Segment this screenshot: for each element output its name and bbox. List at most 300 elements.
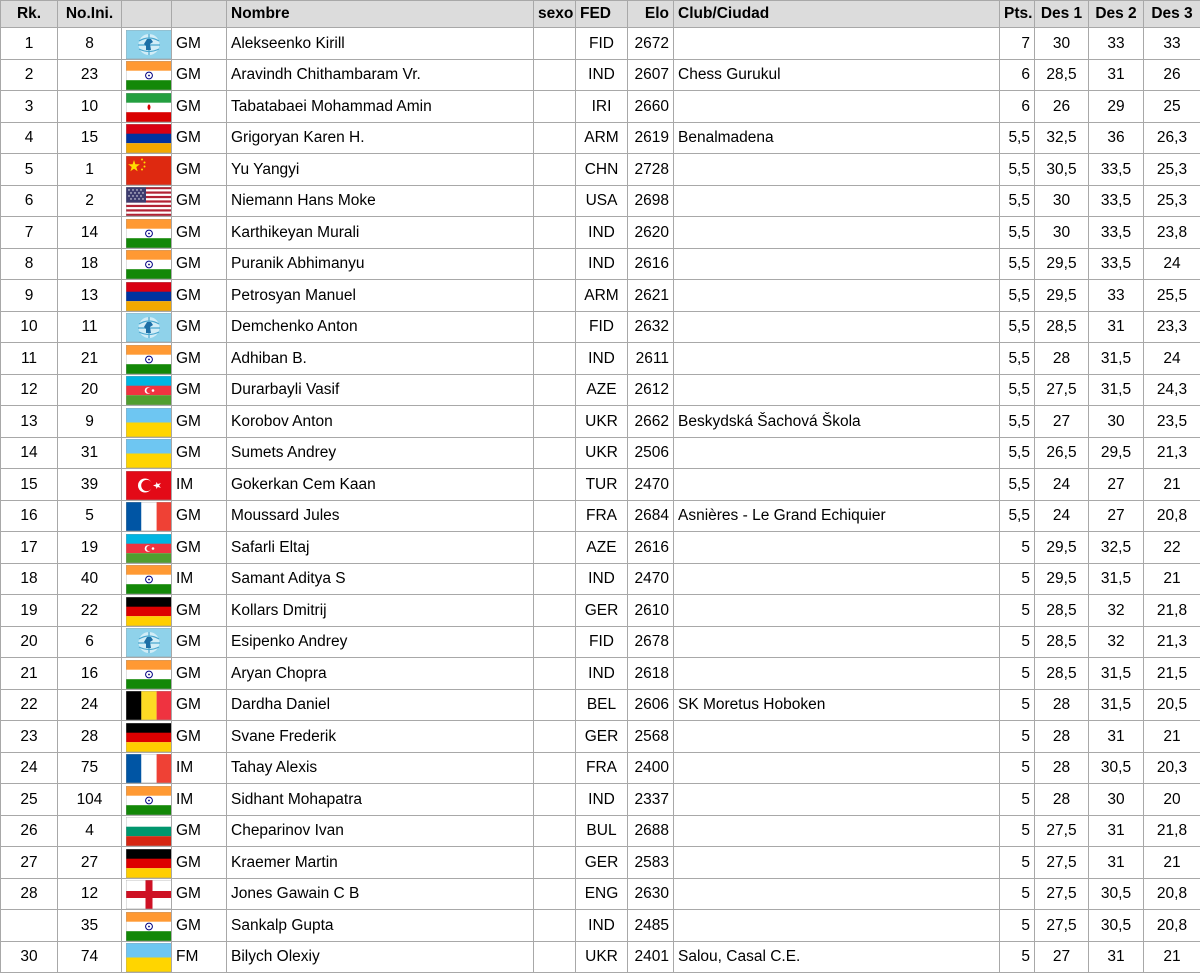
- club-cell: [674, 563, 1000, 595]
- iran-flag-icon: [126, 93, 172, 122]
- tiebreak-2-cell: 33,5: [1089, 217, 1144, 249]
- tiebreak-1-cell: 30: [1035, 28, 1089, 60]
- flag-cell: [122, 563, 172, 595]
- standings-body: [1, 28, 1200, 973]
- points-cell: 5: [1000, 658, 1035, 690]
- elo-cell: 2506: [628, 437, 674, 469]
- title-cell: GM: [172, 374, 227, 406]
- tiebreak-2-cell: 36: [1089, 122, 1144, 154]
- player-name-cell[interactable]: Svane Frederik: [227, 721, 534, 753]
- flag-cell: [122, 406, 172, 438]
- fide-flag-icon: [126, 313, 172, 342]
- federation-cell: IND: [576, 563, 628, 595]
- tiebreak-1-cell: 26: [1035, 91, 1089, 123]
- club-cell: [674, 280, 1000, 312]
- tiebreak-3-cell: 21,3: [1144, 626, 1200, 658]
- table-row[interactable]: [1, 91, 1200, 123]
- title-cell: GM: [172, 721, 227, 753]
- col-header-sex[interactable]: sexo: [534, 1, 576, 28]
- tiebreak-2-cell: 30,5: [1089, 752, 1144, 784]
- federation-cell: UKR: [576, 406, 628, 438]
- player-name-cell[interactable]: Petrosyan Manuel: [227, 280, 534, 312]
- sex-cell: [534, 406, 576, 438]
- col-header-name[interactable]: Nombre: [227, 1, 534, 28]
- india-flag-icon: [126, 565, 172, 594]
- player-name-cell[interactable]: Niemann Hans Moke: [227, 185, 534, 217]
- header-row: [1, 1, 1200, 28]
- table-row[interactable]: [1, 154, 1200, 186]
- elo-cell: 2400: [628, 752, 674, 784]
- tiebreak-1-cell: 27,5: [1035, 815, 1089, 847]
- rank-cell: 16: [1, 500, 58, 532]
- player-name-cell[interactable]: Puranik Abhimanyu: [227, 248, 534, 280]
- starting-number-cell: 8: [58, 28, 122, 60]
- flag-cell: [122, 815, 172, 847]
- federation-cell: BEL: [576, 689, 628, 721]
- sex-cell: [534, 437, 576, 469]
- tiebreak-2-cell: 31: [1089, 721, 1144, 753]
- tiebreak-3-cell: 21: [1144, 469, 1200, 501]
- starting-number-cell: 40: [58, 563, 122, 595]
- sex-cell: [534, 217, 576, 249]
- tiebreak-2-cell: 27: [1089, 469, 1144, 501]
- points-cell: 5,5: [1000, 437, 1035, 469]
- starting-number-cell: 35: [58, 910, 122, 942]
- tiebreak-3-cell: 25,3: [1144, 154, 1200, 186]
- india-flag-icon: [126, 250, 172, 279]
- table-row[interactable]: [1, 878, 1200, 910]
- club-cell: [674, 185, 1000, 217]
- player-name-cell[interactable]: Moussard Jules: [227, 500, 534, 532]
- elo-cell: 2612: [628, 374, 674, 406]
- rank-cell: 30: [1, 941, 58, 973]
- title-cell: GM: [172, 59, 227, 91]
- title-cell: GM: [172, 28, 227, 60]
- title-cell: GM: [172, 311, 227, 343]
- table-row[interactable]: [1, 469, 1200, 501]
- player-name-cell[interactable]: Aravindh Chithambaram Vr.: [227, 59, 534, 91]
- table-row[interactable]: [1, 752, 1200, 784]
- points-cell: 5: [1000, 626, 1035, 658]
- elo-cell: 2684: [628, 500, 674, 532]
- federation-cell: IND: [576, 343, 628, 375]
- player-name-cell[interactable]: Sidhant Mohapatra: [227, 784, 534, 816]
- tiebreak-3-cell: 20,3: [1144, 752, 1200, 784]
- points-cell: 5: [1000, 784, 1035, 816]
- tiebreak-1-cell: 24: [1035, 469, 1089, 501]
- sex-cell: [534, 311, 576, 343]
- tiebreak-3-cell: 21,3: [1144, 437, 1200, 469]
- sex-cell: [534, 941, 576, 973]
- table-row[interactable]: [1, 248, 1200, 280]
- armenia-flag-icon: [126, 282, 172, 311]
- table-row[interactable]: [1, 59, 1200, 91]
- table-row[interactable]: [1, 847, 1200, 879]
- flag-cell: [122, 311, 172, 343]
- rank-cell: 23: [1, 721, 58, 753]
- player-name-cell[interactable]: Jones Gawain C B: [227, 878, 534, 910]
- title-cell: FM: [172, 941, 227, 973]
- tiebreak-3-cell: 25,5: [1144, 280, 1200, 312]
- points-cell: 5: [1000, 752, 1035, 784]
- table-row[interactable]: [1, 217, 1200, 249]
- table-row[interactable]: [1, 815, 1200, 847]
- points-cell: 6: [1000, 59, 1035, 91]
- rank-cell: 6: [1, 185, 58, 217]
- federation-cell: UKR: [576, 437, 628, 469]
- tiebreak-3-cell: 21,5: [1144, 658, 1200, 690]
- player-name-cell[interactable]: Alekseenko Kirill: [227, 28, 534, 60]
- elo-cell: 2660: [628, 91, 674, 123]
- rank-cell: 28: [1, 878, 58, 910]
- federation-cell: GER: [576, 721, 628, 753]
- tiebreak-3-cell: 24: [1144, 343, 1200, 375]
- germany-flag-icon: [126, 597, 172, 626]
- elo-cell: 2728: [628, 154, 674, 186]
- india-flag-icon: [126, 345, 172, 374]
- federation-cell: FID: [576, 28, 628, 60]
- club-cell: [674, 847, 1000, 879]
- tiebreak-2-cell: 31: [1089, 59, 1144, 91]
- player-name-cell[interactable]: Bilych Olexiy: [227, 941, 534, 973]
- federation-cell: FID: [576, 626, 628, 658]
- sex-cell: [534, 185, 576, 217]
- starting-number-cell: 21: [58, 343, 122, 375]
- elo-cell: 2470: [628, 469, 674, 501]
- points-cell: 5,5: [1000, 374, 1035, 406]
- elo-cell: 2698: [628, 185, 674, 217]
- flag-cell: [122, 374, 172, 406]
- rank-cell: 24: [1, 752, 58, 784]
- sex-cell: [534, 59, 576, 91]
- club-cell: [674, 91, 1000, 123]
- club-cell: [674, 28, 1000, 60]
- china-flag-icon: [126, 156, 172, 185]
- table-row[interactable]: [1, 437, 1200, 469]
- india-flag-icon: [126, 786, 172, 815]
- club-cell: [674, 217, 1000, 249]
- tiebreak-1-cell: 29,5: [1035, 532, 1089, 564]
- player-name-cell[interactable]: Durarbayli Vasif: [227, 374, 534, 406]
- elo-cell: 2621: [628, 280, 674, 312]
- elo-cell: 2568: [628, 721, 674, 753]
- flag-cell: [122, 500, 172, 532]
- tiebreak-3-cell: 21,8: [1144, 595, 1200, 627]
- points-cell: 5: [1000, 595, 1035, 627]
- points-cell: 5: [1000, 721, 1035, 753]
- federation-cell: USA: [576, 185, 628, 217]
- tiebreak-2-cell: 33,5: [1089, 154, 1144, 186]
- title-cell: GM: [172, 815, 227, 847]
- federation-cell: ARM: [576, 122, 628, 154]
- table-row[interactable]: [1, 910, 1200, 942]
- elo-cell: 2688: [628, 815, 674, 847]
- tiebreak-1-cell: 27,5: [1035, 910, 1089, 942]
- sex-cell: [534, 847, 576, 879]
- sex-cell: [534, 500, 576, 532]
- club-cell: SK Moretus Hoboken: [674, 689, 1000, 721]
- rank-cell: 26: [1, 815, 58, 847]
- rank-cell: 4: [1, 122, 58, 154]
- club-cell: Salou, Casal C.E.: [674, 941, 1000, 973]
- club-cell: [674, 595, 1000, 627]
- tiebreak-3-cell: 21,8: [1144, 815, 1200, 847]
- points-cell: 5,5: [1000, 406, 1035, 438]
- elo-cell: 2618: [628, 658, 674, 690]
- starting-number-cell: 22: [58, 595, 122, 627]
- flag-cell: [122, 217, 172, 249]
- tiebreak-3-cell: 23,8: [1144, 217, 1200, 249]
- sex-cell: [534, 28, 576, 60]
- table-row[interactable]: [1, 406, 1200, 438]
- tiebreak-2-cell: 31,5: [1089, 343, 1144, 375]
- col-header-tiebreak-3[interactable]: Des 3: [1144, 1, 1200, 28]
- starting-number-cell: 39: [58, 469, 122, 501]
- flag-cell: [122, 28, 172, 60]
- points-cell: 5: [1000, 910, 1035, 942]
- tiebreak-2-cell: 31,5: [1089, 689, 1144, 721]
- tiebreak-2-cell: 31: [1089, 847, 1144, 879]
- title-cell: GM: [172, 122, 227, 154]
- tiebreak-1-cell: 28: [1035, 784, 1089, 816]
- flag-cell: [122, 784, 172, 816]
- table-row[interactable]: [1, 311, 1200, 343]
- table-row[interactable]: [1, 374, 1200, 406]
- tiebreak-3-cell: 22: [1144, 532, 1200, 564]
- starting-number-cell: 9: [58, 406, 122, 438]
- tiebreak-1-cell: 26,5: [1035, 437, 1089, 469]
- starting-number-cell: 13: [58, 280, 122, 312]
- table-row[interactable]: [1, 343, 1200, 375]
- player-name-cell[interactable]: Cheparinov Ivan: [227, 815, 534, 847]
- rank-cell: 12: [1, 374, 58, 406]
- table-row[interactable]: [1, 658, 1200, 690]
- table-row[interactable]: [1, 122, 1200, 154]
- player-name-cell[interactable]: Samant Aditya S: [227, 563, 534, 595]
- tiebreak-2-cell: 33: [1089, 280, 1144, 312]
- tiebreak-1-cell: 30: [1035, 185, 1089, 217]
- tiebreak-3-cell: 21: [1144, 563, 1200, 595]
- tiebreak-3-cell: 24: [1144, 248, 1200, 280]
- player-name-cell[interactable]: Demchenko Anton: [227, 311, 534, 343]
- rank-cell: 7: [1, 217, 58, 249]
- player-name-cell[interactable]: Adhiban B.: [227, 343, 534, 375]
- federation-cell: FRA: [576, 752, 628, 784]
- club-cell: Benalmadena: [674, 122, 1000, 154]
- india-flag-icon: [126, 61, 172, 90]
- federation-cell: BUL: [576, 815, 628, 847]
- club-cell: [674, 532, 1000, 564]
- sex-cell: [534, 248, 576, 280]
- points-cell: 5,5: [1000, 217, 1035, 249]
- tiebreak-1-cell: 32,5: [1035, 122, 1089, 154]
- elo-cell: 2470: [628, 563, 674, 595]
- sex-cell: [534, 815, 576, 847]
- belgium-flag-icon: [126, 691, 172, 720]
- sex-cell: [534, 91, 576, 123]
- germany-flag-icon: [126, 849, 172, 878]
- federation-cell: IND: [576, 59, 628, 91]
- elo-cell: 2662: [628, 406, 674, 438]
- title-cell: IM: [172, 563, 227, 595]
- tiebreak-2-cell: 27: [1089, 500, 1144, 532]
- elo-cell: 2632: [628, 311, 674, 343]
- starting-number-cell: 27: [58, 847, 122, 879]
- elo-cell: 2607: [628, 59, 674, 91]
- flag-cell: [122, 752, 172, 784]
- sex-cell: [534, 343, 576, 375]
- sex-cell: [534, 721, 576, 753]
- tiebreak-3-cell: 24,3: [1144, 374, 1200, 406]
- player-name-cell[interactable]: Yu Yangyi: [227, 154, 534, 186]
- elo-cell: 2606: [628, 689, 674, 721]
- points-cell: 5: [1000, 941, 1035, 973]
- ukraine-flag-icon: [126, 943, 172, 972]
- tiebreak-1-cell: 29,5: [1035, 563, 1089, 595]
- title-cell: GM: [172, 847, 227, 879]
- tiebreak-2-cell: 32,5: [1089, 532, 1144, 564]
- points-cell: 5,5: [1000, 154, 1035, 186]
- tiebreak-1-cell: 30: [1035, 217, 1089, 249]
- flag-cell: [122, 910, 172, 942]
- flag-cell: [122, 847, 172, 879]
- starting-number-cell: 23: [58, 59, 122, 91]
- rank-cell: 10: [1, 311, 58, 343]
- tiebreak-3-cell: 20,8: [1144, 878, 1200, 910]
- tiebreak-1-cell: 28,5: [1035, 626, 1089, 658]
- table-row[interactable]: [1, 185, 1200, 217]
- table-row[interactable]: [1, 532, 1200, 564]
- club-cell: [674, 815, 1000, 847]
- elo-cell: 2616: [628, 248, 674, 280]
- col-header-elo[interactable]: Elo: [628, 1, 674, 28]
- rank-cell: 27: [1, 847, 58, 879]
- starting-number-cell: 31: [58, 437, 122, 469]
- player-name-cell[interactable]: Grigoryan Karen H.: [227, 122, 534, 154]
- player-name-cell[interactable]: Tabatabaei Mohammad Amin: [227, 91, 534, 123]
- rank-cell: 19: [1, 595, 58, 627]
- rank-cell: 18: [1, 563, 58, 595]
- player-name-cell[interactable]: Karthikeyan Murali: [227, 217, 534, 249]
- england-flag-icon: [126, 880, 172, 909]
- club-cell: Asnières - Le Grand Echiquier: [674, 500, 1000, 532]
- rank-cell: 22: [1, 689, 58, 721]
- col-header-tiebreak-1[interactable]: Des 1: [1035, 1, 1089, 28]
- sex-cell: [534, 752, 576, 784]
- player-name-cell[interactable]: Dardha Daniel: [227, 689, 534, 721]
- table-row[interactable]: [1, 500, 1200, 532]
- table-row[interactable]: [1, 626, 1200, 658]
- col-header-starting-number[interactable]: No.Ini.: [58, 1, 122, 28]
- tiebreak-1-cell: 27,5: [1035, 847, 1089, 879]
- federation-cell: ARM: [576, 280, 628, 312]
- table-row[interactable]: [1, 280, 1200, 312]
- club-cell: Beskydská Šachová Škola: [674, 406, 1000, 438]
- title-cell: GM: [172, 910, 227, 942]
- tiebreak-1-cell: 28: [1035, 689, 1089, 721]
- player-name-cell[interactable]: Aryan Chopra: [227, 658, 534, 690]
- title-cell: IM: [172, 784, 227, 816]
- points-cell: 5,5: [1000, 311, 1035, 343]
- player-name-cell[interactable]: Korobov Anton: [227, 406, 534, 438]
- table-row[interactable]: [1, 28, 1200, 60]
- tiebreak-2-cell: 30: [1089, 784, 1144, 816]
- title-cell: GM: [172, 658, 227, 690]
- player-name-cell[interactable]: Sankalp Gupta: [227, 910, 534, 942]
- table-row[interactable]: [1, 721, 1200, 753]
- flag-cell: [122, 154, 172, 186]
- table-row[interactable]: [1, 784, 1200, 816]
- starting-number-cell: 20: [58, 374, 122, 406]
- table-row[interactable]: [1, 563, 1200, 595]
- flag-cell: [122, 941, 172, 973]
- col-header-points[interactable]: Pts.: [1000, 1, 1035, 28]
- club-cell: [674, 784, 1000, 816]
- player-name-cell[interactable]: Tahay Alexis: [227, 752, 534, 784]
- player-name-cell[interactable]: Kollars Dmitrij: [227, 595, 534, 627]
- starting-number-cell: 5: [58, 500, 122, 532]
- federation-cell: IRI: [576, 91, 628, 123]
- col-header-rank[interactable]: Rk.: [1, 1, 58, 28]
- player-name-cell[interactable]: Safarli Eltaj: [227, 532, 534, 564]
- table-row[interactable]: [1, 595, 1200, 627]
- tiebreak-1-cell: 28,5: [1035, 595, 1089, 627]
- elo-cell: 2672: [628, 28, 674, 60]
- bulgaria-flag-icon: [126, 817, 172, 846]
- club-cell: [674, 437, 1000, 469]
- player-name-cell[interactable]: Esipenko Andrey: [227, 626, 534, 658]
- tiebreak-2-cell: 33,5: [1089, 248, 1144, 280]
- flag-cell: [122, 91, 172, 123]
- title-cell: GM: [172, 406, 227, 438]
- table-row[interactable]: [1, 941, 1200, 973]
- sex-cell: [534, 689, 576, 721]
- sex-cell: [534, 469, 576, 501]
- starting-number-cell: 15: [58, 122, 122, 154]
- points-cell: 5,5: [1000, 185, 1035, 217]
- tiebreak-2-cell: 31,5: [1089, 374, 1144, 406]
- tiebreak-1-cell: 28: [1035, 721, 1089, 753]
- col-header-club[interactable]: Club/Ciudad: [674, 1, 1000, 28]
- sex-cell: [534, 563, 576, 595]
- player-name-cell[interactable]: Gokerkan Cem Kaan: [227, 469, 534, 501]
- points-cell: 5: [1000, 878, 1035, 910]
- elo-cell: 2630: [628, 878, 674, 910]
- federation-cell: UKR: [576, 941, 628, 973]
- club-cell: [674, 626, 1000, 658]
- title-cell: GM: [172, 500, 227, 532]
- title-cell: GM: [172, 532, 227, 564]
- tiebreak-2-cell: 31,5: [1089, 563, 1144, 595]
- col-header-tiebreak-2[interactable]: Des 2: [1089, 1, 1144, 28]
- title-cell: GM: [172, 280, 227, 312]
- elo-cell: 2620: [628, 217, 674, 249]
- col-header-federation[interactable]: FED: [576, 1, 628, 28]
- tiebreak-3-cell: 26: [1144, 59, 1200, 91]
- club-cell: [674, 910, 1000, 942]
- sex-cell: [534, 658, 576, 690]
- tiebreak-3-cell: 21: [1144, 721, 1200, 753]
- table-row[interactable]: [1, 689, 1200, 721]
- tiebreak-3-cell: 33: [1144, 28, 1200, 60]
- federation-cell: AZE: [576, 532, 628, 564]
- india-flag-icon: [126, 219, 172, 248]
- tiebreak-3-cell: 21: [1144, 847, 1200, 879]
- player-name-cell[interactable]: Sumets Andrey: [227, 437, 534, 469]
- player-name-cell[interactable]: Kraemer Martin: [227, 847, 534, 879]
- title-cell: IM: [172, 469, 227, 501]
- points-cell: 5,5: [1000, 248, 1035, 280]
